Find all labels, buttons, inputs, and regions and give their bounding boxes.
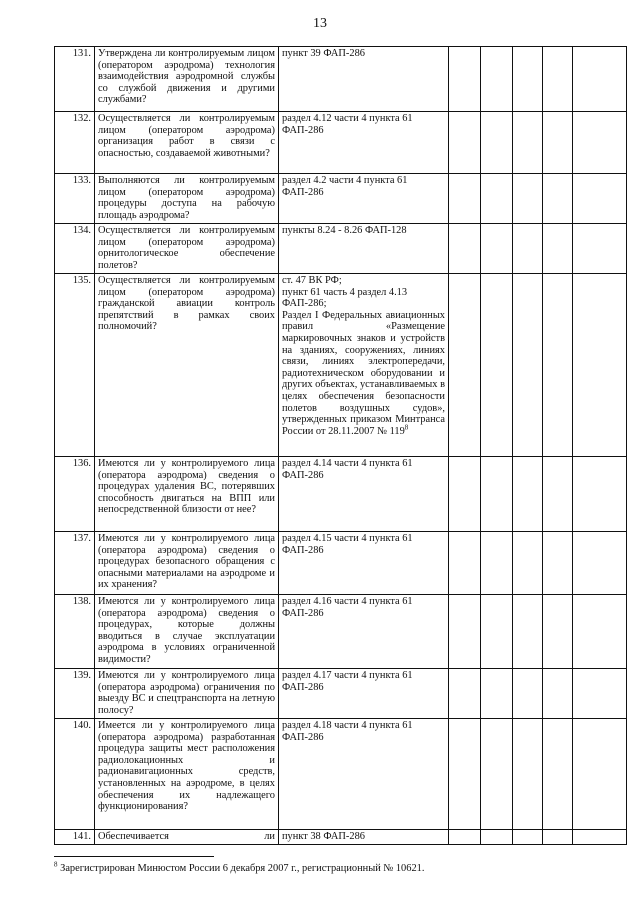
comment-cell[interactable]: [573, 595, 627, 669]
answer-yes-cell[interactable]: [449, 274, 481, 457]
answer-na-cell[interactable]: [513, 595, 543, 669]
row-number: 137.: [55, 532, 95, 595]
reference-line-text: Раздел I Федеральных авиационных правил «Размещение маркировочных знаков и устройств на зданиях, сооружениях, линиях связи, линиях электропередачи, радиотехническом оборудовании и других объектах, устанавливаемых в целях обеспечения безопасности полетов воздушных судов», утвержденных приказом Минтранса России от 28.11.2007 № 119: [282, 309, 445, 437]
answer-no-cell[interactable]: [481, 274, 513, 457]
answer-extra-cell[interactable]: [543, 595, 573, 669]
reference-text: раздел 4.2 части 4 пункта 61 ФАП-286: [279, 174, 449, 224]
comment-cell[interactable]: [573, 47, 627, 112]
comment-cell[interactable]: [573, 224, 627, 274]
row-number: 140.: [55, 719, 95, 830]
answer-na-cell[interactable]: [513, 457, 543, 532]
reference-text: раздел 4.15 части 4 пункта 61 ФАП-286: [279, 532, 449, 595]
table-row: [55, 174, 627, 224]
reference-text: пункты 8.24 - 8.26 ФАП-128: [279, 224, 449, 274]
reference-text: раздел 4.18 части 4 пункта 61 ФАП-286: [279, 719, 449, 830]
reference-text: раздел 4.12 части 4 пункта 61 ФАП-286: [279, 112, 449, 174]
answer-extra-cell[interactable]: [543, 669, 573, 719]
reference-line: пункт 61 часть 4 раздел 4.13 ФАП-286;: [282, 286, 408, 310]
table-row: [55, 224, 627, 274]
row-number: 136.: [55, 457, 95, 532]
comment-cell[interactable]: [573, 532, 627, 595]
reference-line: ст. 47 ВК РФ;: [282, 275, 342, 286]
table-row: [55, 595, 627, 669]
comment-cell[interactable]: [573, 719, 627, 830]
page-number: 13: [313, 16, 327, 31]
answer-yes-cell[interactable]: [449, 174, 481, 224]
answer-no-cell[interactable]: [481, 532, 513, 595]
comment-cell[interactable]: [573, 174, 627, 224]
answer-na-cell[interactable]: [513, 830, 543, 845]
answer-no-cell[interactable]: [481, 830, 513, 845]
answer-extra-cell[interactable]: [543, 830, 573, 845]
footnote-mark: 8: [54, 860, 58, 869]
question-text: Утверждена ли контролируемым лицом (оператором аэродрома) технология взаимодействия аэродромной службы со службой движения и другими службами?: [95, 47, 279, 112]
footnote-divider: [54, 856, 214, 857]
answer-yes-cell[interactable]: [449, 224, 481, 274]
question-text: Осуществляется ли контролируемым лицом (оператором аэродрома) гражданской авиации контроль препятствий в рамках своих полномочий?: [95, 274, 279, 457]
table-row: [55, 719, 627, 830]
question-text: Обеспечивается ли: [95, 830, 279, 845]
reference-line: [282, 310, 445, 438]
answer-no-cell[interactable]: [481, 595, 513, 669]
answer-na-cell[interactable]: [513, 274, 543, 457]
answer-extra-cell[interactable]: [543, 274, 573, 457]
reference-text: пункт 38 ФАП-286: [279, 830, 449, 845]
reference-text: раздел 4.14 части 4 пункта 61 ФАП-286: [279, 457, 449, 532]
row-number: 131.: [55, 47, 95, 112]
reference-text: пункт 39 ФАП-286: [279, 47, 449, 112]
answer-na-cell[interactable]: [513, 224, 543, 274]
answer-na-cell[interactable]: [513, 669, 543, 719]
table-row: [55, 274, 627, 457]
row-number: 133.: [55, 174, 95, 224]
answer-extra-cell[interactable]: [543, 532, 573, 595]
question-text: Имеются ли у контролируемого лица (оператора аэродрома) сведения о процедурах удаления ВС, потерявших способность двигаться на ВПП или непосредственной близости от нее?: [95, 457, 279, 532]
answer-yes-cell[interactable]: [449, 595, 481, 669]
footnote: [54, 860, 626, 874]
answer-yes-cell[interactable]: [449, 719, 481, 830]
answer-na-cell[interactable]: [513, 112, 543, 174]
answer-yes-cell[interactable]: [449, 830, 481, 845]
answer-no-cell[interactable]: [481, 224, 513, 274]
question-text: Осуществляется ли контролируемым лицом (оператором аэродрома) орнитологическое обеспечение полетов?: [95, 224, 279, 274]
answer-yes-cell[interactable]: [449, 112, 481, 174]
reference-text: раздел 4.17 части 4 пункта 61 ФАП-286: [279, 669, 449, 719]
footnote-text: Зарегистрирован Минюстом России 6 декабря 2007 г., регистрационный № 10621.: [60, 863, 425, 874]
comment-cell[interactable]: [573, 830, 627, 845]
answer-no-cell[interactable]: [481, 719, 513, 830]
comment-cell[interactable]: [573, 274, 627, 457]
row-number: 134.: [55, 224, 95, 274]
comment-cell[interactable]: [573, 112, 627, 174]
answer-yes-cell[interactable]: [449, 457, 481, 532]
question-text: Имеются ли у контролируемого лица (оператора аэродрома) сведения о процедурах, которые должны вводиться в случае эксплуатации аэродрома в условиях ограниченной видимости?: [95, 595, 279, 669]
reference-text: раздел 4.16 части 4 пункта 61 ФАП-286: [279, 595, 449, 669]
answer-extra-cell[interactable]: [543, 457, 573, 532]
table-row: [55, 457, 627, 532]
question-text: Имеется ли у контролируемого лица (оператора аэродрома) разработанная процедура защиты мест расположения радиолокационных и радионавигационных средств, установленных на аэродроме, в целях обеспечения их надлежащего функционирования?: [95, 719, 279, 830]
row-number: 139.: [55, 669, 95, 719]
table-row: [55, 830, 627, 845]
answer-yes-cell[interactable]: [449, 532, 481, 595]
answer-no-cell[interactable]: [481, 174, 513, 224]
answer-extra-cell[interactable]: [543, 224, 573, 274]
answer-na-cell[interactable]: [513, 532, 543, 595]
table-row: [55, 112, 627, 174]
answer-yes-cell[interactable]: [449, 669, 481, 719]
comment-cell[interactable]: [573, 457, 627, 532]
question-text: Осуществляется ли контролируемым лицом (оператором аэродрома) организация работ в связи с опасностью, создаваемой животными?: [95, 112, 279, 174]
question-text: Выполняются ли контролируемым лицом (оператором аэродрома) процедуры доступа на рабочую площадь аэродрома?: [95, 174, 279, 224]
answer-extra-cell[interactable]: [543, 719, 573, 830]
answer-no-cell[interactable]: [481, 47, 513, 112]
answer-na-cell[interactable]: [513, 174, 543, 224]
row-number: 135.: [55, 274, 95, 457]
answer-extra-cell[interactable]: [543, 174, 573, 224]
answer-no-cell[interactable]: [481, 112, 513, 174]
checklist-table: [54, 46, 627, 845]
row-number: 138.: [55, 595, 95, 669]
question-text: Имеются ли у контролируемого лица (оператора аэродрома) сведения о процедурах безопасного обращения с опасными материалами на аэродроме и их хранения?: [95, 532, 279, 595]
table-row: [55, 47, 627, 112]
answer-yes-cell[interactable]: [449, 47, 481, 112]
row-number: 141.: [55, 830, 95, 845]
answer-extra-cell[interactable]: [543, 112, 573, 174]
answer-na-cell[interactable]: [513, 719, 543, 830]
answer-extra-cell[interactable]: [543, 47, 573, 112]
table-row: [55, 532, 627, 595]
table-row: [55, 669, 627, 719]
comment-cell[interactable]: [573, 669, 627, 719]
answer-na-cell[interactable]: [513, 47, 543, 112]
question-text: Имеются ли у контролируемого лица (оператора аэродрома) ограничения по выезду ВС и спецтранспорта на летную полосу?: [95, 669, 279, 719]
row-number: 132.: [55, 112, 95, 174]
answer-no-cell[interactable]: [481, 669, 513, 719]
answer-no-cell[interactable]: [481, 457, 513, 532]
footnote-mark: 8: [404, 423, 409, 432]
reference-cell: [279, 274, 449, 457]
